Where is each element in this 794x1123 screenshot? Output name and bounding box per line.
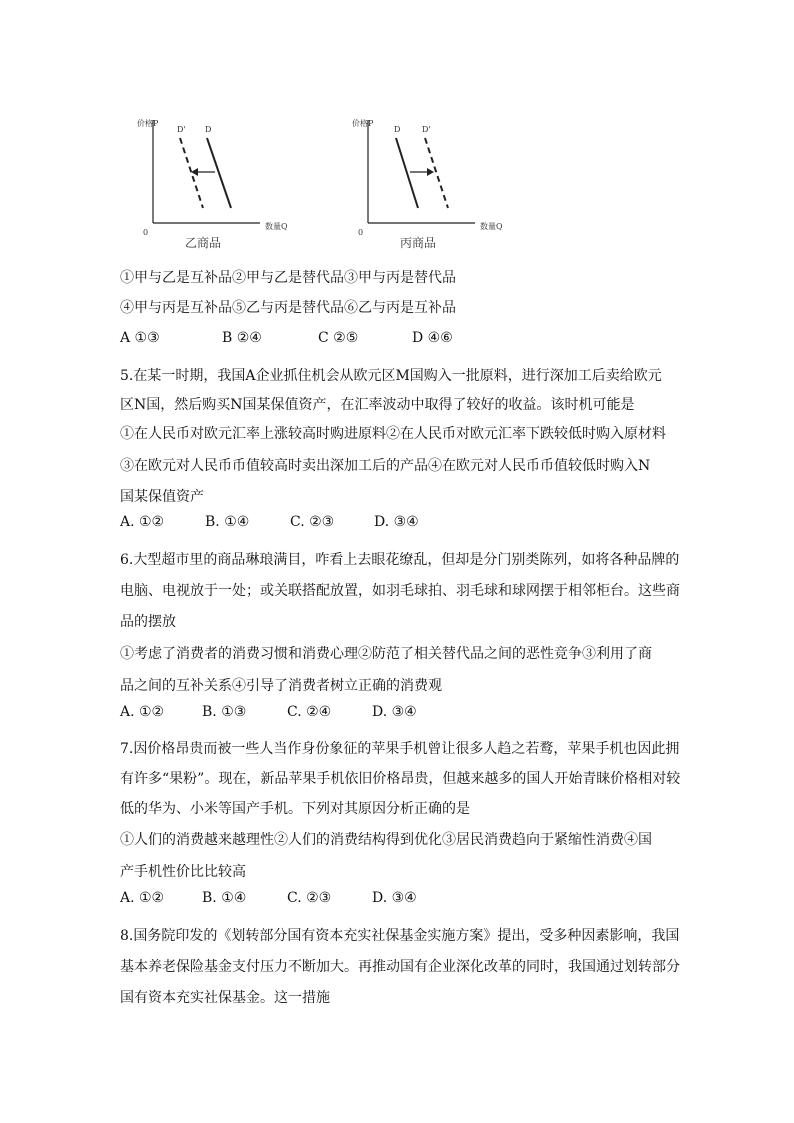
q5-choice-d[interactable]: D. ③④ xyxy=(374,514,419,530)
q5-choice-b[interactable]: B. ①④ xyxy=(205,514,250,530)
figure-right-caption: 丙商品 xyxy=(400,236,437,250)
q6-option-line1: ①考虑了消费者的消费习惯和消费心理②防范了相关替代品之间的恶性竞争③利用了商 xyxy=(120,646,652,662)
q8-stem-line3: 国有资本充实社保基金。这一措施 xyxy=(120,990,330,1006)
q4-choice-a[interactable]: A ①③ xyxy=(120,330,160,346)
q6-choice-c[interactable]: C. ②④ xyxy=(287,704,332,720)
q4-choice-b[interactable]: B ②④ xyxy=(222,330,262,346)
q7-choice-c[interactable]: C. ②③ xyxy=(287,890,332,906)
y-axis-label: 价格P xyxy=(137,119,159,128)
q5-choice-a[interactable]: A. ①② xyxy=(120,514,165,530)
q8-stem-line2: 基本养老保险基金支付压力不断加大。再推动国有企业深化改革的同时，我国通过划转部分 xyxy=(120,959,680,975)
curve-dprime-label: D' xyxy=(177,125,186,134)
x-axis-label: 数量Q xyxy=(480,222,503,231)
q5-option-line2: ③在欧元对人民币币值较高时卖出深加工后的产品④在欧元对人民币币值较低时购入N xyxy=(120,458,651,474)
figure-left xyxy=(135,108,305,257)
q6-stem-line3: 品的摆放 xyxy=(120,614,176,630)
q7-option-line1: ①人们的消费越来越理性②人们的消费结构得到优化③居民消费趋向于紧缩性消费④国 xyxy=(120,832,652,848)
figure-left-caption: 乙商品 xyxy=(185,236,222,250)
q5-option-line1: ①在人民币对欧元汇率上涨较高时购进原料②在人民币对欧元汇率下跌较低时购入原材料 xyxy=(120,426,666,442)
q7-choice-b[interactable]: B. ①④ xyxy=(202,890,247,906)
q6-choice-a[interactable]: A. ①② xyxy=(120,704,165,720)
q5-stem-line2: 区N国，然后购买N国某保值资产，在汇率波动中取得了较好的收益。该时机可能是 xyxy=(120,397,635,413)
q6-choice-d[interactable]: D. ③④ xyxy=(372,704,417,720)
y-axis-label: 价格P xyxy=(352,119,374,128)
q4-options-line2: ④甲与丙是互补品⑤乙与丙是替代品⑥乙与丙是互补品 xyxy=(120,300,456,316)
figure-right xyxy=(350,108,520,257)
q6-stem-line2: 电脑、电视放于一处；或关联搭配放置，如羽毛球拍、羽毛球和球网摆于相邻柜台。这些商 xyxy=(120,583,680,599)
q7-stem-line1: 7.因价格昂贵而被一些人当作身份象征的苹果手机曾让很多人趋之若鹜，苹果手机也因此拥 xyxy=(120,741,680,757)
curve-d-label: D xyxy=(394,125,401,134)
q5-stem-line1: 5.在某一时期，我国A企业抓住机会从欧元区M国购入一批原料，进行深加工后卖给欧元 xyxy=(120,368,662,384)
q5-option-line3: 国某保值资产 xyxy=(120,489,204,505)
curve-d xyxy=(396,138,418,208)
q7-stem-line2: 有许多“果粉”。现在，新品苹果手机依旧价格昂贵，但越来越多的国人开始青睐价格相对较 xyxy=(120,771,681,787)
curve-dprime-label: D' xyxy=(422,125,431,134)
q7-stem-line3: 低的华为、小米等国产手机。下列对其原因分析正确的是 xyxy=(120,801,470,817)
demand-chart-right xyxy=(350,108,520,253)
q5-choice-c[interactable]: C. ②③ xyxy=(290,514,335,530)
q4-options-line1: ①甲与乙是互补品②甲与乙是替代品③甲与丙是替代品 xyxy=(120,270,456,286)
q4-choice-c[interactable]: C ②⑤ xyxy=(318,330,359,346)
curve-d-label: D xyxy=(205,125,212,134)
q4-choice-d[interactable]: D ④⑥ xyxy=(412,330,453,346)
demand-chart-left xyxy=(135,108,305,253)
q7-option-line2: 产手机性价比比较高 xyxy=(120,864,246,880)
q6-stem-line1: 6.大型超市里的商品琳琅满目，咋看上去眼花缭乱，但却是分门别类陈列，如将各种品牌的 xyxy=(120,552,680,568)
arrow-head-right xyxy=(427,168,434,176)
q7-choice-a[interactable]: A. ①② xyxy=(120,890,165,906)
q6-option-line2: 品之间的互补关系④引导了消费者树立正确的消费观 xyxy=(120,678,442,694)
q8-stem-line1: 8.国务院印发的《划转部分国有资本充实社保基金实施方案》提出，受多种因素影响，我国 xyxy=(120,928,680,944)
curve-d xyxy=(207,138,231,208)
curve-dprime xyxy=(180,138,203,208)
q7-choice-d[interactable]: D. ③④ xyxy=(372,890,417,906)
arrow-head-left xyxy=(191,168,198,176)
q6-choice-b[interactable]: B. ①③ xyxy=(202,704,247,720)
origin-label: 0 xyxy=(358,228,364,237)
origin-label: 0 xyxy=(143,228,149,237)
x-axis-label: 数量Q xyxy=(265,222,288,231)
